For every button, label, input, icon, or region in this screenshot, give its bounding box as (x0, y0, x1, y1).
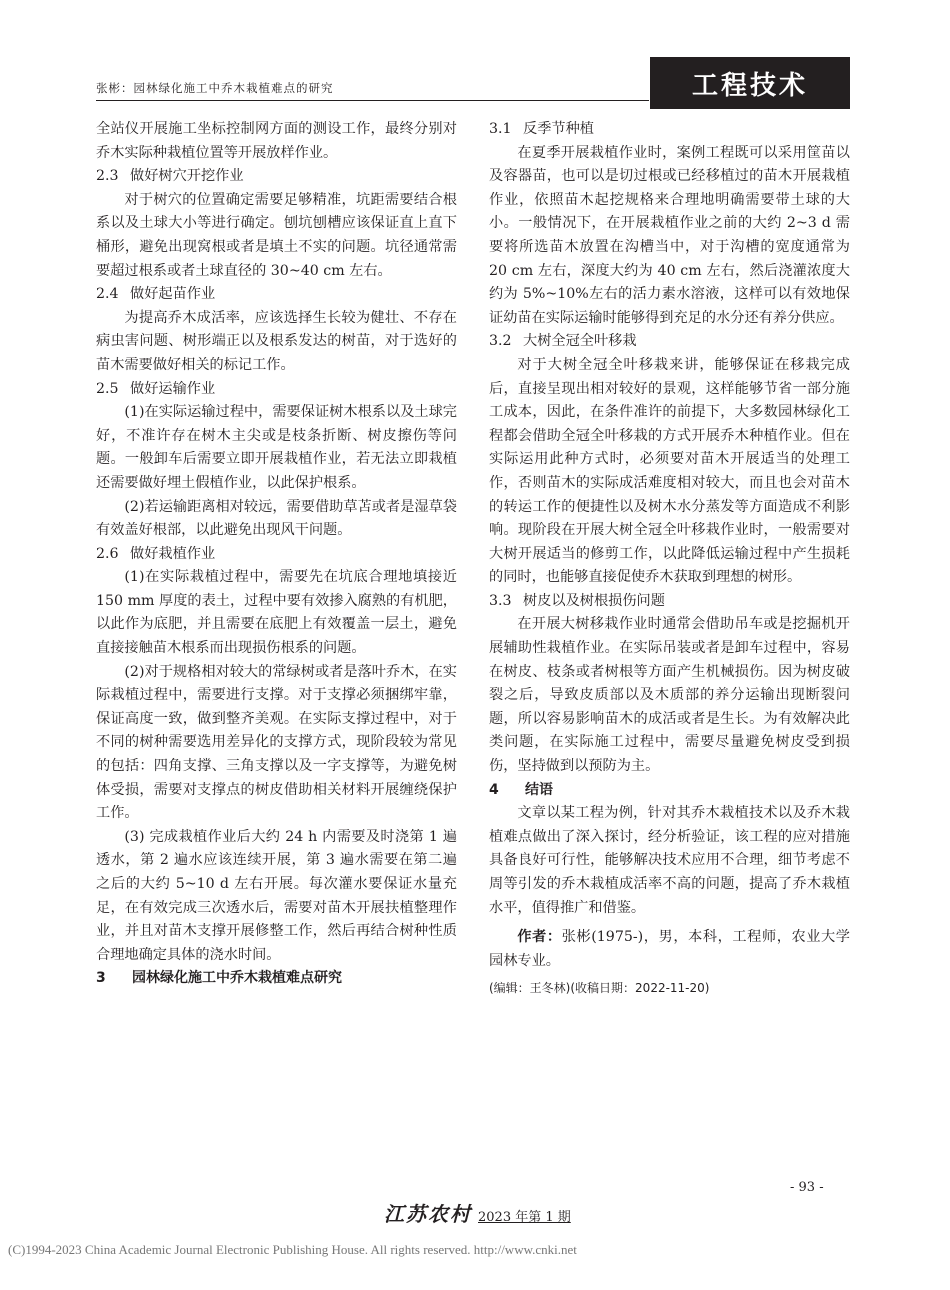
section-heading-4: 4 结语 (489, 781, 553, 798)
paragraph: (2)对于规格相对较大的常绿树或者是落叶乔木，在实际栽植过程中，需要进行支撑。对于支撑必须捆绑牢靠，保证高度一致，做到整齐美观。在实际支撑过程中，对于不同的树种需要选用差异化的支撑方式，现阶段较为常见的包括：四角支撑、三角支撑以及一字支撑等，为避免树体受损，需要对支撑点的树皮借助相关材料开展缠绕保护工作。 (96, 663, 457, 822)
paragraph: 在夏季开展栽植作业时，案例工程既可以采用筐苗以及容器苗，也可以是切过根或已经移植过的苗木开展栽植作业，依照苗木起挖规格来合理地明确需要带土球的大小。一般情况下，在开展栽植作业之前的大约 2~3 d 需要将所选苗木放置在沟槽当中，对于沟槽的宽度通常为 20 cm 左右，深度大约为 40 cm 左右，然后浇灌浓度大约为 5%~10%左右的活力素水溶液，这样可以有效地保证幼苗在实际运输时能够得到充足的水分还有养分供应。 (489, 144, 850, 326)
paragraph: 在开展大树移栽作业时通常会借助吊车或是挖掘机开展辅助性栽植作业。在实际吊装或者是卸车过程中，容易在树皮、枝条或者树根等方面产生机械损伤。因为树皮破裂之后，导致皮质部以及木质部的养分运输出现断裂问题，所以容易影响苗木的成活或者是生长。为有效解决此类问题，在实际施工过程中，需要尽量避免树皮受到损伤，坚持做到以预防为主。 (489, 616, 850, 775)
section-heading-2-5: 2.5 做好运输作业 (96, 380, 216, 397)
running-title: 张彬：园林绿化施工中乔木栽植难点的研究 (96, 81, 334, 95)
section-heading-2-4: 2.4 做好起苗作业 (96, 286, 216, 303)
section-heading-3-2: 3.2 大树全冠全叶移栽 (489, 333, 637, 350)
journal-footer (384, 1198, 571, 1227)
editor-note: (编辑：王冬林)(收稿日期：2022-11-20) (489, 981, 710, 996)
section-heading-2-6: 2.6 做好栽植作业 (96, 545, 216, 562)
paragraph: 文章以某工程为例，针对其乔木栽植技术以及乔木栽植难点做出了深入探讨，经分析验证，该工程的应对措施具备良好可行性，能够解决技术应用不合理，细节考虑不周等引发的乔木栽植成活率不高的问题，提高了乔木栽植水平，值得推广和借鉴。 (489, 805, 850, 916)
author-text: 张彬(1975-)，男，本科，工程师，农业大学园林专业。 (489, 929, 850, 969)
section-heading-3: 3 园林绿化施工中乔木栽植难点研究 (96, 970, 342, 987)
section-heading-3-3: 3.3 树皮以及树根损伤问题 (489, 592, 665, 609)
section-heading-3-1: 3.1 反季节种植 (489, 121, 594, 137)
journal-logo: 江苏农村 (384, 1202, 472, 1226)
left-column (96, 118, 457, 991)
paragraph: 对于树穴的位置确定需要足够精准，坑距需要结合根系以及土球大小等进行确定。刨坑刨槽应该保证直上直下桶形，避免出现窝根或者是填土不实的问题。坑径通常需要超过根系或者土球直径的 30~40 cm 左右。 (96, 191, 457, 279)
paragraph: (1)在实际运输过程中，需要保证树木根系以及土球完好，不准许存在树木主尖或是枝条折断、树皮擦伤等问题。一般卸车后需要立即开展栽植作业，若无法立即栽植还需要做好埋土假植作业，以此保护根系。 (96, 404, 457, 491)
paragraph: (2)若运输距离相对较远，需要借助草苫或者是湿草袋有效盖好根部，以此避免出现风干问题。 (96, 498, 457, 539)
author-bio (489, 926, 850, 973)
author-label: 作者： (517, 929, 562, 946)
issue-label: 2023 年第 1 期 (478, 1210, 571, 1225)
page-number: - 93 - (790, 1180, 824, 1195)
copyright-line: (C)1994-2023 China Academic Journal Electronic Publishing House. All rights reserved. http://www.cnki.net (8, 1242, 577, 1257)
paragraph: 为提高乔木成活率，应该选择生长较为健壮、不存在病虫害问题、树形端正以及根系发达的树苗，对于选好的苗木需要做好相关的标记工作。 (96, 309, 457, 373)
header-divider (96, 100, 649, 101)
section-heading-2-3: 2.3 做好树穴开挖作业 (96, 168, 244, 185)
section-badge: 工程技术 (650, 57, 850, 109)
paragraph: 全站仪开展施工坐标控制网方面的测设工作，最终分别对乔木实际种栽植位置等开展放样作业。 (96, 121, 457, 161)
paragraph: (1)在实际栽植过程中，需要先在坑底合理地填接近 150 mm 厚度的表土，过程中要有效掺入腐熟的有机肥，以此作为底肥，并且需要在底肥上有效覆盖一层土，避免直接接触苗木根系而出现损伤根系的问题。 (96, 569, 457, 657)
paragraph: 对于大树全冠全叶移栽来讲，能够保证在移栽完成后，直接呈现出相对较好的景观，这样能够节省一部分施工成本，因此，在条件准许的前提下，大多数园林绿化工程都会借助全冠全叶移栽的方式开展乔木种植作业。但在实际运用此种方式时，必须要对苗木开展适当的处理工作，否则苗木的实际成活难度相对较大，而且也会对苗木的转运工作的便捷性以及树木水分蒸发等方面造成不利影响。现阶段在开展大树全冠全叶移栽作业时，一般需要对大树开展适当的修剪工作，以此降低运输过程中产生损耗的同时，也能够直接促使乔木获取到理想的树形。 (489, 356, 850, 586)
paragraph: (3) 完成栽植作业后大约 24 h 内需要及时浇第 1 遍透水，第 2 遍水应该连续开展，第 3 遍水需要在第二遍之后的大约 5~10 d 左右开展。每次灌水要保证水量充足，在有效完成三次透水后，需要对苗木开展扶植整理作业，并且对苗木支撑开展修整工作，然后再结合树种性质合理地确定具体的浇水时间。 (96, 828, 457, 963)
right-column (489, 118, 850, 1001)
